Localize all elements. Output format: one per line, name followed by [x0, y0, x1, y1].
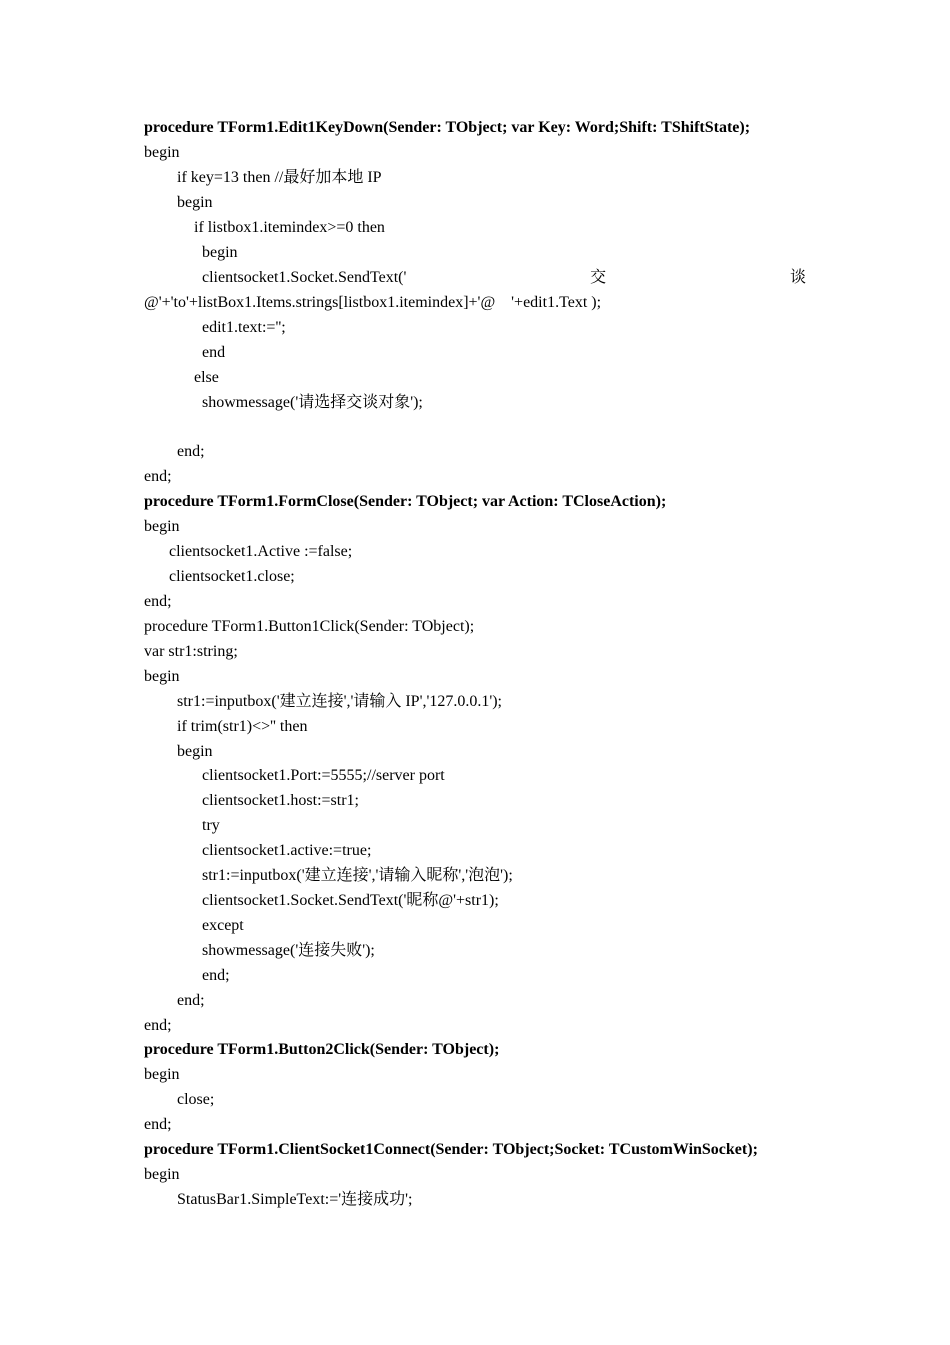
code-line: @'+'to'+listBox1.Items.strings[listbox1.itemindex]+'@ '+edit1.Text );	[144, 294, 602, 311]
code-line: showmessage('请选择交谈对象');	[202, 394, 423, 411]
code-line: begin	[177, 194, 213, 211]
code-line: var str1:string;	[144, 643, 238, 660]
code-line: showmessage('连接失败');	[202, 942, 375, 959]
code-line: begin	[144, 144, 180, 161]
code-line: if listbox1.itemindex>=0 then	[194, 219, 385, 236]
code-fragment: 交	[590, 269, 607, 286]
code-line: end;	[144, 593, 172, 610]
code-line: end;	[144, 468, 172, 485]
code-line: begin	[177, 743, 213, 760]
code-fragment: 谈	[789, 269, 806, 286]
code-line: str1:=inputbox('建立连接','请输入昵称','泡泡');	[202, 867, 513, 884]
procedure-header-button2click: procedure TForm1.Button2Click(Sender: TObject);	[144, 1041, 500, 1058]
code-line: str1:=inputbox('建立连接','请输入 IP','127.0.0.1');	[177, 693, 502, 710]
code-fragment: clientsocket1.Socket.SendText('	[202, 269, 407, 286]
code-line: end	[202, 344, 226, 361]
code-line: else	[194, 369, 219, 386]
code-line: begin	[202, 244, 238, 261]
code-line: end;	[177, 992, 205, 1009]
code-line: try	[202, 817, 220, 834]
code-line: clientsocket1.Socket.SendText('昵称@'+str1);	[202, 892, 499, 909]
procedure-header-button1click: procedure TForm1.Button1Click(Sender: TObject);	[144, 618, 475, 635]
code-line: close;	[177, 1091, 215, 1108]
code-line: clientsocket1.active:=true;	[202, 842, 372, 859]
procedure-header-clientsocket1connect: procedure TForm1.ClientSocket1Connect(Sender: TObject;Socket: TCustomWinSocket);	[144, 1141, 758, 1158]
code-line: if trim(str1)<>'' then	[177, 718, 308, 735]
code-line: edit1.text:='';	[202, 319, 286, 336]
code-line: StatusBar1.SimpleText:='连接成功';	[177, 1191, 413, 1208]
procedure-header-edit1keydown: procedure TForm1.Edit1KeyDown(Sender: TObject; var Key: Word;Shift: TShiftState);	[144, 119, 751, 136]
code-line-justified	[202, 268, 806, 288]
code-line: begin	[144, 518, 180, 535]
code-line: clientsocket1.close;	[169, 568, 295, 585]
code-line: end;	[202, 967, 230, 984]
code-line: end;	[144, 1116, 172, 1133]
code-line: begin	[144, 1166, 180, 1183]
code-line: begin	[144, 1066, 180, 1083]
code-line: end;	[144, 1017, 172, 1034]
code-line: begin	[144, 668, 180, 685]
code-line: clientsocket1.Active :=false;	[169, 543, 353, 560]
code-line: if key=13 then //最好加本地 IP	[177, 169, 382, 186]
code-line: clientsocket1.host:=str1;	[202, 792, 359, 809]
code-line: clientsocket1.Port:=5555;//server port	[202, 767, 445, 784]
procedure-header-formclose: procedure TForm1.FormClose(Sender: TObject; var Action: TCloseAction);	[144, 493, 667, 510]
code-line: except	[202, 917, 244, 934]
code-line: end;	[177, 443, 205, 460]
